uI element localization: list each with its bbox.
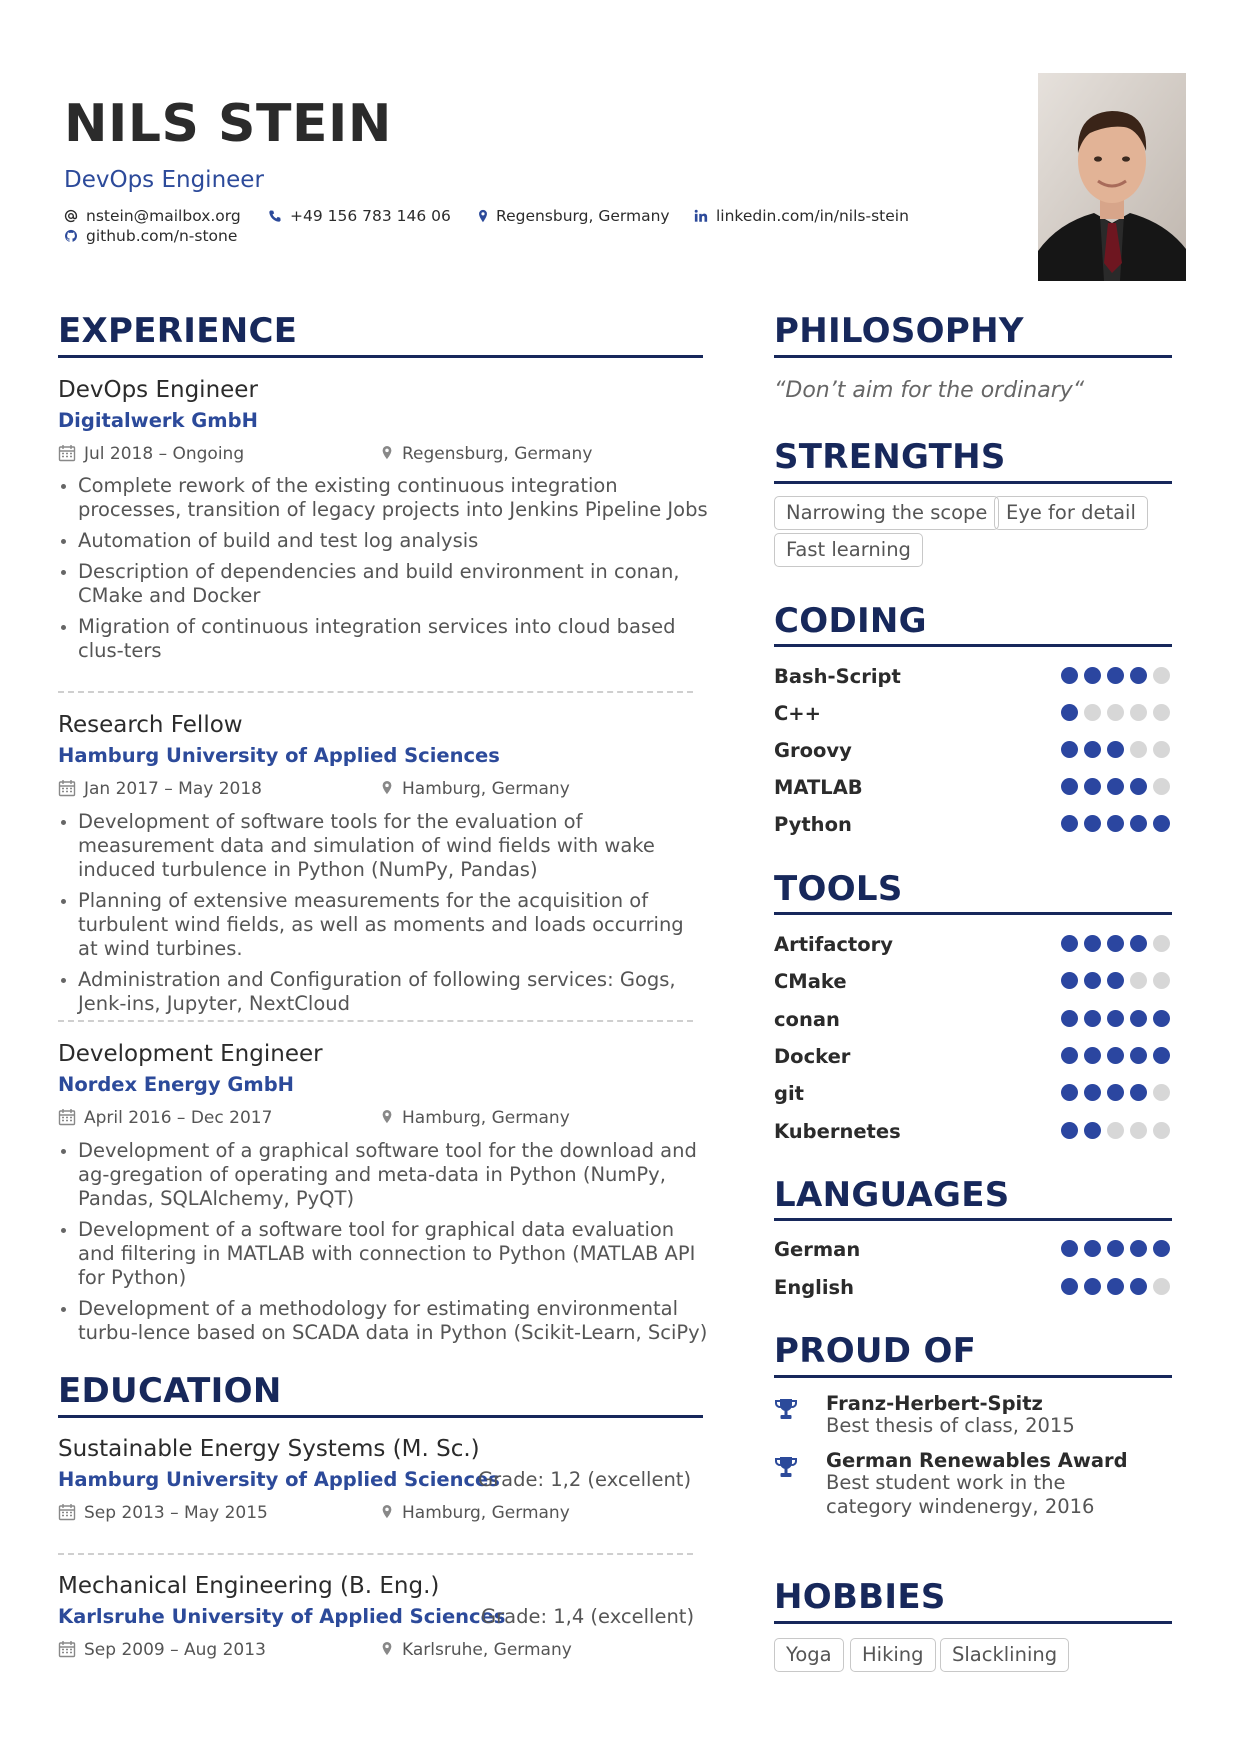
rating-dot-filled <box>1107 667 1124 684</box>
job-bullets <box>58 1139 708 1352</box>
rating-dot-filled <box>1061 1047 1078 1064</box>
list-item: Migration of continuous integration services into cloud based clus-ters <box>58 615 708 663</box>
list-item: Development of a graphical software tool for the download and ag-gregation of operating and meta-data in Python (NumPy, Pandas, SQLAlchemy, PyQT) <box>58 1139 708 1211</box>
contact-github-text: github.com/n-stone <box>86 227 238 245</box>
language-name: German <box>774 1238 861 1261</box>
hobby-tag: Hiking <box>850 1638 936 1672</box>
coding-heading: CODING <box>774 601 927 641</box>
skill-name: Artifactory <box>774 933 893 956</box>
rating-dot-filled <box>1107 1240 1124 1257</box>
rating-dot-filled <box>1084 1084 1101 1101</box>
map-pin-icon <box>380 779 394 797</box>
hobby-tag: Yoga <box>774 1638 844 1672</box>
rating-dot-filled <box>1107 1047 1124 1064</box>
hobby-tag: Slacklining <box>940 1638 1069 1672</box>
rating-dot-filled <box>1061 778 1078 795</box>
contact-phone-text: +49 156 783 146 06 <box>290 207 451 225</box>
job-dates-text: Jul 2018 – Ongoing <box>84 444 245 464</box>
rating-dot-empty <box>1153 935 1170 952</box>
rating-dot-empty <box>1130 704 1147 721</box>
strengths-rule <box>774 481 1172 484</box>
rating-dot-empty <box>1153 1122 1170 1139</box>
rating-dot-filled <box>1061 1010 1078 1027</box>
rating-dot-filled <box>1061 815 1078 832</box>
skill-name: CMake <box>774 970 847 993</box>
list-item: Planning of extensive measurements for the acquisition of turbulent wind fields, as well as moments and loads occurring at wind turbines. <box>58 889 708 961</box>
rating-dot-filled <box>1130 1240 1147 1257</box>
strengths-heading: STRENGTHS <box>774 437 1006 477</box>
rating-dot-filled <box>1061 1278 1078 1295</box>
calendar-icon <box>58 779 76 797</box>
rating-dot-empty <box>1130 1122 1147 1139</box>
list-item: Automation of build and test log analysis <box>58 529 708 553</box>
calendar-icon <box>58 1503 76 1521</box>
rating-dot-empty <box>1153 1084 1170 1101</box>
github-icon <box>64 229 78 243</box>
linkedin-icon <box>694 209 708 223</box>
degree-dates <box>58 1640 266 1659</box>
skill-rating <box>1061 667 1173 684</box>
skill-rating <box>1061 1047 1173 1064</box>
job-title: DevOps Engineer <box>58 377 258 403</box>
list-item: Administration and Configuration of following services: Gogs, Jenk-ins, Jupyter, NextCloud <box>58 968 708 1016</box>
skill-name: MATLAB <box>774 776 863 799</box>
grade-text: Grade: 1,2 (excellent) <box>478 1468 692 1491</box>
degree-title: Sustainable Energy Systems (M. Sc.) <box>58 1436 480 1462</box>
job-title: Development Engineer <box>58 1041 323 1067</box>
job-dates <box>58 444 244 463</box>
skill-rating <box>1061 972 1173 989</box>
rating-dot-filled <box>1084 815 1101 832</box>
hobbies-heading: HOBBIES <box>774 1577 946 1617</box>
rating-dot-empty <box>1130 972 1147 989</box>
job-location <box>380 1108 570 1127</box>
list-item: Development of software tools for the evaluation of measurement data and simulation of wind fields with wake induced turbulence in Python (NumPy, Pandas) <box>58 810 708 882</box>
rating-dot-filled <box>1107 778 1124 795</box>
rating-dot-filled <box>1061 1122 1078 1139</box>
rating-dot-empty <box>1107 1122 1124 1139</box>
skill-name: Bash-Script <box>774 665 901 688</box>
proud-heading: PROUD OF <box>774 1331 977 1371</box>
rating-dot-filled <box>1153 1047 1170 1064</box>
job-company: Digitalwerk GmbH <box>58 409 258 432</box>
list-item: Complete rework of the existing continuous integration processes, transition of legacy projects into Jenkins Pipeline Jobs <box>58 474 708 522</box>
contact-email[interactable] <box>64 206 241 226</box>
resume-name: NILS STEIN <box>64 94 392 154</box>
rating-dot-filled <box>1061 667 1078 684</box>
award-name: Franz-Herbert-Spitz <box>826 1392 1043 1415</box>
rating-dot-filled <box>1130 778 1147 795</box>
rating-dot-filled <box>1153 815 1170 832</box>
skill-rating <box>1061 1122 1173 1139</box>
resume-role: DevOps Engineer <box>64 167 264 193</box>
rating-dot-filled <box>1061 704 1078 721</box>
rating-dot-filled <box>1130 667 1147 684</box>
skill-name: git <box>774 1082 804 1105</box>
hobbies-rule <box>774 1621 1172 1624</box>
contact-phone[interactable] <box>268 206 451 226</box>
language-name: English <box>774 1276 855 1299</box>
rating-dot-filled <box>1061 972 1078 989</box>
education-heading: EDUCATION <box>58 1371 282 1411</box>
degree-dates-text: Sep 2013 – May 2015 <box>84 1503 268 1523</box>
job-bullets <box>58 810 708 1023</box>
rating-dot-filled <box>1061 741 1078 758</box>
portrait-photo <box>1038 73 1186 281</box>
rating-dot-filled <box>1107 935 1124 952</box>
rating-dot-empty <box>1153 972 1170 989</box>
rating-dot-filled <box>1130 1084 1147 1101</box>
skill-rating <box>1061 741 1173 758</box>
contact-linkedin-text: linkedin.com/in/nils-stein <box>716 207 909 225</box>
divider <box>58 691 693 693</box>
divider <box>58 1553 693 1555</box>
tools-heading: TOOLS <box>774 869 903 909</box>
strength-tag: Narrowing the scope <box>774 496 999 530</box>
experience-heading: EXPERIENCE <box>58 311 298 351</box>
degree-dates-text: Sep 2009 – Aug 2013 <box>84 1640 266 1660</box>
skill-name: Kubernetes <box>774 1120 901 1143</box>
skill-rating <box>1061 1010 1173 1027</box>
rating-dot-empty <box>1130 741 1147 758</box>
rating-dot-filled <box>1107 1084 1124 1101</box>
strength-tag: Eye for detail <box>994 496 1148 530</box>
contact-linkedin[interactable] <box>694 206 909 226</box>
rating-dot-filled <box>1084 741 1101 758</box>
skill-name: Python <box>774 813 852 836</box>
award-description: Best thesis of class, 2015 <box>826 1414 1075 1437</box>
rating-dot-filled <box>1084 1122 1101 1139</box>
skill-rating <box>1061 935 1173 952</box>
rating-dot-filled <box>1153 1010 1170 1027</box>
job-title: Research Fellow <box>58 712 243 738</box>
rating-dot-filled <box>1130 1047 1147 1064</box>
map-pin-icon <box>380 1503 394 1521</box>
rating-dot-empty <box>1107 704 1124 721</box>
calendar-icon <box>58 1640 76 1658</box>
rating-dot-filled <box>1061 935 1078 952</box>
rating-dot-empty <box>1153 704 1170 721</box>
at-icon <box>64 209 78 223</box>
contact-github[interactable] <box>64 226 237 246</box>
skill-name: conan <box>774 1008 840 1031</box>
proud-rule <box>774 1375 1172 1378</box>
job-bullets <box>58 474 708 670</box>
rating-dot-empty <box>1153 778 1170 795</box>
job-dates-text: Jan 2017 – May 2018 <box>84 779 262 799</box>
rating-dot-empty <box>1084 704 1101 721</box>
job-location <box>380 444 592 463</box>
contact-email-text: nstein@mailbox.org <box>86 207 241 225</box>
skill-rating <box>1061 778 1173 795</box>
tools-rule <box>774 912 1172 915</box>
rating-dot-filled <box>1084 1240 1101 1257</box>
job-location-text: Regensburg, Germany <box>402 444 593 464</box>
languages-heading: LANGUAGES <box>774 1175 1010 1215</box>
skill-rating <box>1061 1084 1173 1101</box>
contact-location-text: Regensburg, Germany <box>496 207 670 225</box>
portrait-photo-image <box>1038 73 1186 281</box>
rating-dot-empty <box>1153 1278 1170 1295</box>
job-location <box>380 779 570 798</box>
skill-rating <box>1061 815 1173 832</box>
rating-dot-filled <box>1084 935 1101 952</box>
rating-dot-filled <box>1061 1240 1078 1257</box>
rating-dot-filled <box>1107 815 1124 832</box>
rating-dot-filled <box>1084 667 1101 684</box>
rating-dot-filled <box>1107 1278 1124 1295</box>
philosophy-rule <box>774 355 1172 358</box>
skill-name: Docker <box>774 1045 851 1068</box>
award-name: German Renewables Award <box>826 1449 1128 1472</box>
degree-location-text: Karlsruhe, Germany <box>402 1640 572 1660</box>
rating-dot-filled <box>1107 1010 1124 1027</box>
degree-location <box>380 1503 570 1522</box>
rating-dot-filled <box>1084 1047 1101 1064</box>
rating-dot-filled <box>1107 972 1124 989</box>
map-pin-icon <box>380 1108 394 1126</box>
award-description: Best student work in the category windenergy, 2016 <box>826 1471 1095 1518</box>
map-pin-icon <box>380 444 394 462</box>
phone-icon <box>268 209 282 223</box>
list-item: Development of a methodology for estimating environmental turbu-lence based on SCADA data in Python (Scikit-Learn, SciPy) <box>58 1297 708 1345</box>
rating-dot-filled <box>1084 1010 1101 1027</box>
skill-name: Groovy <box>774 739 852 762</box>
job-dates-text: April 2016 – Dec 2017 <box>84 1108 273 1128</box>
rating-dot-filled <box>1084 972 1101 989</box>
map-pin-icon <box>476 209 490 223</box>
rating-dot-filled <box>1130 1278 1147 1295</box>
language-rating <box>1061 1240 1173 1257</box>
job-company: Hamburg University of Applied Sciences <box>58 744 500 767</box>
rating-dot-filled <box>1130 935 1147 952</box>
divider <box>58 1020 693 1022</box>
contact-location[interactable] <box>476 206 670 226</box>
grade-text: Grade: 1,4 (excellent) <box>481 1605 695 1628</box>
calendar-icon <box>58 444 76 462</box>
degree-location-text: Hamburg, Germany <box>402 1503 570 1523</box>
rating-dot-empty <box>1153 741 1170 758</box>
philosophy-quote: “Don’t aim for the ordinary“ <box>774 378 1085 403</box>
degree-location <box>380 1640 572 1659</box>
rating-dot-filled <box>1084 1278 1101 1295</box>
rating-dot-filled <box>1061 1084 1078 1101</box>
job-dates <box>58 1108 272 1127</box>
rating-dot-filled <box>1084 778 1101 795</box>
job-location-text: Hamburg, Germany <box>402 1108 570 1128</box>
strength-tag: Fast learning <box>774 533 923 567</box>
job-company: Nordex Energy GmbH <box>58 1073 294 1096</box>
school-name: Karlsruhe University of Applied Sciences <box>58 1605 506 1628</box>
rating-dot-filled <box>1153 1240 1170 1257</box>
trophy-icon <box>773 1397 799 1423</box>
experience-rule <box>58 355 703 358</box>
map-pin-icon <box>380 1640 394 1658</box>
rating-dot-filled <box>1107 741 1124 758</box>
rating-dot-empty <box>1153 667 1170 684</box>
trophy-icon <box>773 1455 799 1481</box>
skill-rating <box>1061 704 1173 721</box>
degree-title: Mechanical Engineering (B. Eng.) <box>58 1573 440 1599</box>
list-item: Description of dependencies and build environment in conan, CMake and Docker <box>58 560 708 608</box>
education-rule <box>58 1415 703 1418</box>
job-dates <box>58 779 262 798</box>
school-name: Hamburg University of Applied Sciences <box>58 1468 500 1491</box>
rating-dot-filled <box>1130 1010 1147 1027</box>
list-item: Development of a software tool for graphical data evaluation and filtering in MATLAB with connection to Python (MATLAB API for Python) <box>58 1218 708 1290</box>
job-location-text: Hamburg, Germany <box>402 779 570 799</box>
calendar-icon <box>58 1108 76 1126</box>
degree-dates <box>58 1503 268 1522</box>
coding-rule <box>774 644 1172 647</box>
rating-dot-filled <box>1130 815 1147 832</box>
skill-name: C++ <box>774 702 821 725</box>
language-rating <box>1061 1278 1173 1295</box>
philosophy-heading: PHILOSOPHY <box>774 311 1024 351</box>
languages-rule <box>774 1218 1172 1221</box>
